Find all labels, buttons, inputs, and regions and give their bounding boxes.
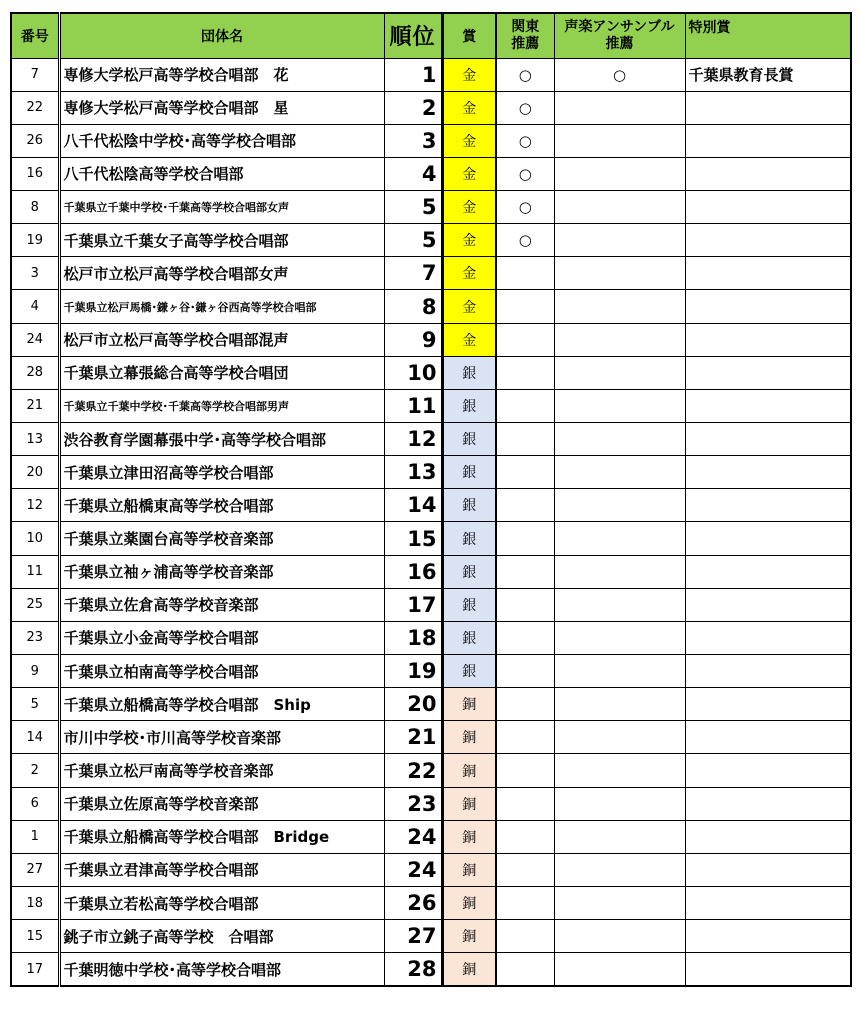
row-special-award: 千葉県教育長賞: [685, 58, 851, 91]
row-number: 18: [11, 887, 59, 920]
row-special-award: [685, 754, 851, 787]
row-kanto-mark: [496, 787, 554, 820]
row-rank: 1: [384, 58, 442, 91]
row-number: 9: [11, 655, 59, 688]
row-special-award: [685, 423, 851, 456]
row-rank: 16: [384, 555, 442, 588]
row-group-name: 銚子市立銚子高等学校 合唱部: [59, 920, 384, 953]
row-ensemble-mark: [554, 389, 685, 422]
row-kanto-mark: ○: [496, 124, 554, 157]
header-kanto-line2: 推薦: [511, 35, 540, 52]
row-number: 11: [11, 555, 59, 588]
row-group-name: 松戸市立松戸高等学校合唱部女声: [59, 257, 384, 290]
row-award-badge: 金: [442, 124, 496, 157]
row-kanto-mark: [496, 621, 554, 654]
row-special-award: [685, 323, 851, 356]
row-kanto-mark: [496, 257, 554, 290]
row-group-name: 千葉県立船橋東高等学校合唱部: [59, 489, 384, 522]
row-rank: 19: [384, 655, 442, 688]
row-special-award: [685, 489, 851, 522]
row-group-name: 千葉県立若松高等学校合唱部: [59, 887, 384, 920]
row-group-name: 千葉県立佐倉高等学校音楽部: [59, 588, 384, 621]
table-row: [11, 356, 851, 389]
table-row: [11, 754, 851, 787]
row-special-award: [685, 887, 851, 920]
table-row: [11, 588, 851, 621]
row-ensemble-mark: [554, 124, 685, 157]
row-group-name: 松戸市立松戸高等学校合唱部混声: [59, 323, 384, 356]
row-number: 15: [11, 920, 59, 953]
row-rank: 12: [384, 423, 442, 456]
row-kanto-mark: ○: [496, 191, 554, 224]
row-special-award: [685, 356, 851, 389]
table-row: [11, 191, 851, 224]
row-number: 23: [11, 621, 59, 654]
row-ensemble-mark: [554, 655, 685, 688]
row-ensemble-mark: [554, 157, 685, 190]
header-ensemble: [554, 13, 685, 58]
row-award-badge: 銀: [442, 489, 496, 522]
table-row: [11, 456, 851, 489]
row-ensemble-mark: [554, 356, 685, 389]
row-group-name: 専修大学松戸高等学校合唱部 花: [59, 58, 384, 91]
row-rank: 9: [384, 323, 442, 356]
table-row: [11, 224, 851, 257]
table-row: [11, 920, 851, 953]
row-ensemble-mark: [554, 920, 685, 953]
row-special-award: [685, 721, 851, 754]
table-row: [11, 157, 851, 190]
row-group-name: 千葉県立柏南高等学校合唱部: [59, 655, 384, 688]
row-ensemble-mark: [554, 224, 685, 257]
row-rank: 11: [384, 389, 442, 422]
row-number: 28: [11, 356, 59, 389]
row-number: 8: [11, 191, 59, 224]
row-rank: 5: [384, 224, 442, 257]
row-kanto-mark: [496, 853, 554, 886]
row-rank: 8: [384, 290, 442, 323]
row-award-badge: 金: [442, 290, 496, 323]
row-award-badge: 銀: [442, 621, 496, 654]
row-award-badge: 銀: [442, 588, 496, 621]
row-number: 25: [11, 588, 59, 621]
row-group-name: 千葉県立小金高等学校合唱部: [59, 621, 384, 654]
row-group-name: 千葉県立千葉中学校･千葉高等学校合唱部男声: [59, 389, 384, 422]
row-ensemble-mark: [554, 721, 685, 754]
row-rank: 21: [384, 721, 442, 754]
row-award-badge: 銀: [442, 655, 496, 688]
table-row: [11, 323, 851, 356]
row-award-badge: 銀: [442, 423, 496, 456]
row-special-award: [685, 124, 851, 157]
row-group-name: 八千代松陰中学校･高等学校合唱部: [59, 124, 384, 157]
results-table: [10, 12, 852, 987]
table-row: [11, 489, 851, 522]
row-number: 19: [11, 224, 59, 257]
table-row: [11, 621, 851, 654]
row-kanto-mark: [496, 555, 554, 588]
row-kanto-mark: [496, 754, 554, 787]
row-special-award: [685, 588, 851, 621]
row-award-badge: 金: [442, 157, 496, 190]
row-kanto-mark: [496, 456, 554, 489]
row-award-badge: 銀: [442, 555, 496, 588]
row-group-name: 千葉県立薬園台高等学校音楽部: [59, 522, 384, 555]
row-number: 21: [11, 389, 59, 422]
row-award-badge: 銀: [442, 522, 496, 555]
row-group-name: 市川中学校･市川高等学校音楽部: [59, 721, 384, 754]
row-kanto-mark: [496, 290, 554, 323]
row-group-name: 千葉県立船橋高等学校合唱部 Bridge: [59, 820, 384, 853]
row-number: 7: [11, 58, 59, 91]
row-special-award: [685, 621, 851, 654]
row-special-award: [685, 820, 851, 853]
row-award-badge: 銅: [442, 920, 496, 953]
row-award-badge: 銅: [442, 953, 496, 986]
row-ensemble-mark: [554, 953, 685, 986]
table-row: [11, 853, 851, 886]
row-ensemble-mark: [554, 853, 685, 886]
row-ensemble-mark: [554, 787, 685, 820]
table-row: [11, 655, 851, 688]
row-rank: 17: [384, 588, 442, 621]
row-special-award: [685, 787, 851, 820]
table-row: [11, 953, 851, 986]
row-award-badge: 金: [442, 224, 496, 257]
row-kanto-mark: [496, 323, 554, 356]
table-row: [11, 522, 851, 555]
row-ensemble-mark: [554, 489, 685, 522]
row-group-name: 八千代松陰高等学校合唱部: [59, 157, 384, 190]
row-kanto-mark: [496, 588, 554, 621]
row-ensemble-mark: [554, 621, 685, 654]
table-row: [11, 688, 851, 721]
row-group-name: 千葉県立船橋高等学校合唱部 Ship: [59, 688, 384, 721]
row-number: 10: [11, 522, 59, 555]
row-award-badge: 金: [442, 91, 496, 124]
table-row: [11, 124, 851, 157]
row-group-name: 千葉県立松戸南高等学校音楽部: [59, 754, 384, 787]
row-number: 16: [11, 157, 59, 190]
row-number: 1: [11, 820, 59, 853]
row-rank: 28: [384, 953, 442, 986]
row-kanto-mark: [496, 887, 554, 920]
row-award-badge: 銅: [442, 887, 496, 920]
row-number: 13: [11, 423, 59, 456]
row-rank: 3: [384, 124, 442, 157]
row-rank: 24: [384, 820, 442, 853]
table-row: [11, 423, 851, 456]
row-award-badge: 金: [442, 58, 496, 91]
row-rank: 20: [384, 688, 442, 721]
row-ensemble-mark: [554, 91, 685, 124]
table-row: [11, 721, 851, 754]
row-award-badge: 金: [442, 257, 496, 290]
row-ensemble-mark: [554, 456, 685, 489]
table-row: [11, 555, 851, 588]
row-kanto-mark: [496, 721, 554, 754]
row-award-badge: 銀: [442, 456, 496, 489]
row-number: 24: [11, 323, 59, 356]
row-group-name: 千葉県立千葉女子高等学校合唱部: [59, 224, 384, 257]
row-number: 3: [11, 257, 59, 290]
row-group-name: 千葉県立幕張総合高等学校合唱団: [59, 356, 384, 389]
row-group-name: 千葉県立袖ヶ浦高等学校音楽部: [59, 555, 384, 588]
header-row: [11, 13, 851, 58]
row-rank: 5: [384, 191, 442, 224]
row-number: 17: [11, 953, 59, 986]
row-ensemble-mark: [554, 555, 685, 588]
row-kanto-mark: [496, 820, 554, 853]
row-kanto-mark: ○: [496, 157, 554, 190]
row-special-award: [685, 522, 851, 555]
row-ensemble-mark: [554, 887, 685, 920]
header-group: 団体名: [59, 13, 384, 58]
row-award-badge: 金: [442, 323, 496, 356]
row-kanto-mark: ○: [496, 58, 554, 91]
results-body: [11, 58, 851, 986]
row-group-name: 千葉県立松戸馬橋･鎌ヶ谷･鎌ヶ谷西高等学校合唱部: [59, 290, 384, 323]
row-ensemble-mark: [554, 522, 685, 555]
row-group-name: 専修大学松戸高等学校合唱部 星: [59, 91, 384, 124]
row-kanto-mark: [496, 688, 554, 721]
row-kanto-mark: [496, 953, 554, 986]
row-kanto-mark: [496, 356, 554, 389]
row-group-name: 千葉明徳中学校･高等学校合唱部: [59, 953, 384, 986]
row-special-award: [685, 920, 851, 953]
row-ensemble-mark: [554, 754, 685, 787]
row-number: 14: [11, 721, 59, 754]
row-rank: 14: [384, 489, 442, 522]
row-kanto-mark: [496, 655, 554, 688]
row-ensemble-mark: [554, 688, 685, 721]
row-rank: 22: [384, 754, 442, 787]
row-number: 6: [11, 787, 59, 820]
row-award-badge: 銅: [442, 820, 496, 853]
row-group-name: 千葉県立千葉中学校･千葉高等学校合唱部女声: [59, 191, 384, 224]
table-row: [11, 290, 851, 323]
row-award-badge: 銀: [442, 389, 496, 422]
row-kanto-mark: [496, 389, 554, 422]
row-special-award: [685, 655, 851, 688]
row-number: 26: [11, 124, 59, 157]
row-special-award: [685, 389, 851, 422]
header-award: 賞: [442, 13, 496, 58]
row-special-award: [685, 191, 851, 224]
header-ensemble-line1: 声楽アンサンブル: [564, 18, 675, 35]
row-number: 20: [11, 456, 59, 489]
row-kanto-mark: ○: [496, 224, 554, 257]
row-rank: 18: [384, 621, 442, 654]
row-special-award: [685, 853, 851, 886]
table-row: [11, 820, 851, 853]
header-ensemble-line2: 推薦: [605, 35, 634, 52]
row-ensemble-mark: [554, 191, 685, 224]
row-special-award: [685, 91, 851, 124]
row-kanto-mark: [496, 423, 554, 456]
row-special-award: [685, 953, 851, 986]
row-award-badge: 銅: [442, 853, 496, 886]
row-number: 4: [11, 290, 59, 323]
row-ensemble-mark: [554, 290, 685, 323]
table-row: [11, 787, 851, 820]
row-special-award: [685, 290, 851, 323]
row-rank: 13: [384, 456, 442, 489]
header-number: 番号: [11, 13, 59, 58]
header-rank: 順位: [384, 13, 442, 58]
row-rank: 7: [384, 257, 442, 290]
row-ensemble-mark: ○: [554, 58, 685, 91]
row-rank: 4: [384, 157, 442, 190]
row-number: 12: [11, 489, 59, 522]
table-row: [11, 58, 851, 91]
row-ensemble-mark: [554, 820, 685, 853]
row-rank: 23: [384, 787, 442, 820]
row-ensemble-mark: [554, 323, 685, 356]
row-kanto-mark: [496, 522, 554, 555]
row-rank: 27: [384, 920, 442, 953]
row-award-badge: 銅: [442, 721, 496, 754]
row-rank: 2: [384, 91, 442, 124]
row-group-name: 千葉県立佐原高等学校音楽部: [59, 787, 384, 820]
row-kanto-mark: [496, 920, 554, 953]
row-award-badge: 銅: [442, 787, 496, 820]
row-award-badge: 銅: [442, 754, 496, 787]
row-special-award: [685, 456, 851, 489]
row-award-badge: 銅: [442, 688, 496, 721]
row-ensemble-mark: [554, 423, 685, 456]
row-rank: 24: [384, 853, 442, 886]
row-special-award: [685, 555, 851, 588]
row-rank: 10: [384, 356, 442, 389]
table-row: [11, 389, 851, 422]
row-special-award: [685, 688, 851, 721]
row-award-badge: 金: [442, 191, 496, 224]
row-group-name: 千葉県立君津高等学校合唱部: [59, 853, 384, 886]
row-award-badge: 銀: [442, 356, 496, 389]
row-number: 27: [11, 853, 59, 886]
header-kanto-line1: 関東: [511, 18, 540, 35]
header-special: 特別賞: [685, 13, 851, 58]
row-ensemble-mark: [554, 257, 685, 290]
row-special-award: [685, 157, 851, 190]
row-number: 2: [11, 754, 59, 787]
table-row: [11, 91, 851, 124]
table-row: [11, 257, 851, 290]
row-special-award: [685, 257, 851, 290]
row-ensemble-mark: [554, 588, 685, 621]
row-group-name: 千葉県立津田沼高等学校合唱部: [59, 456, 384, 489]
table-row: [11, 887, 851, 920]
row-kanto-mark: [496, 489, 554, 522]
row-kanto-mark: ○: [496, 91, 554, 124]
row-rank: 26: [384, 887, 442, 920]
row-rank: 15: [384, 522, 442, 555]
header-kanto: [496, 13, 554, 58]
row-group-name: 渋谷教育学園幕張中学･高等学校合唱部: [59, 423, 384, 456]
row-special-award: [685, 224, 851, 257]
row-number: 22: [11, 91, 59, 124]
row-number: 5: [11, 688, 59, 721]
